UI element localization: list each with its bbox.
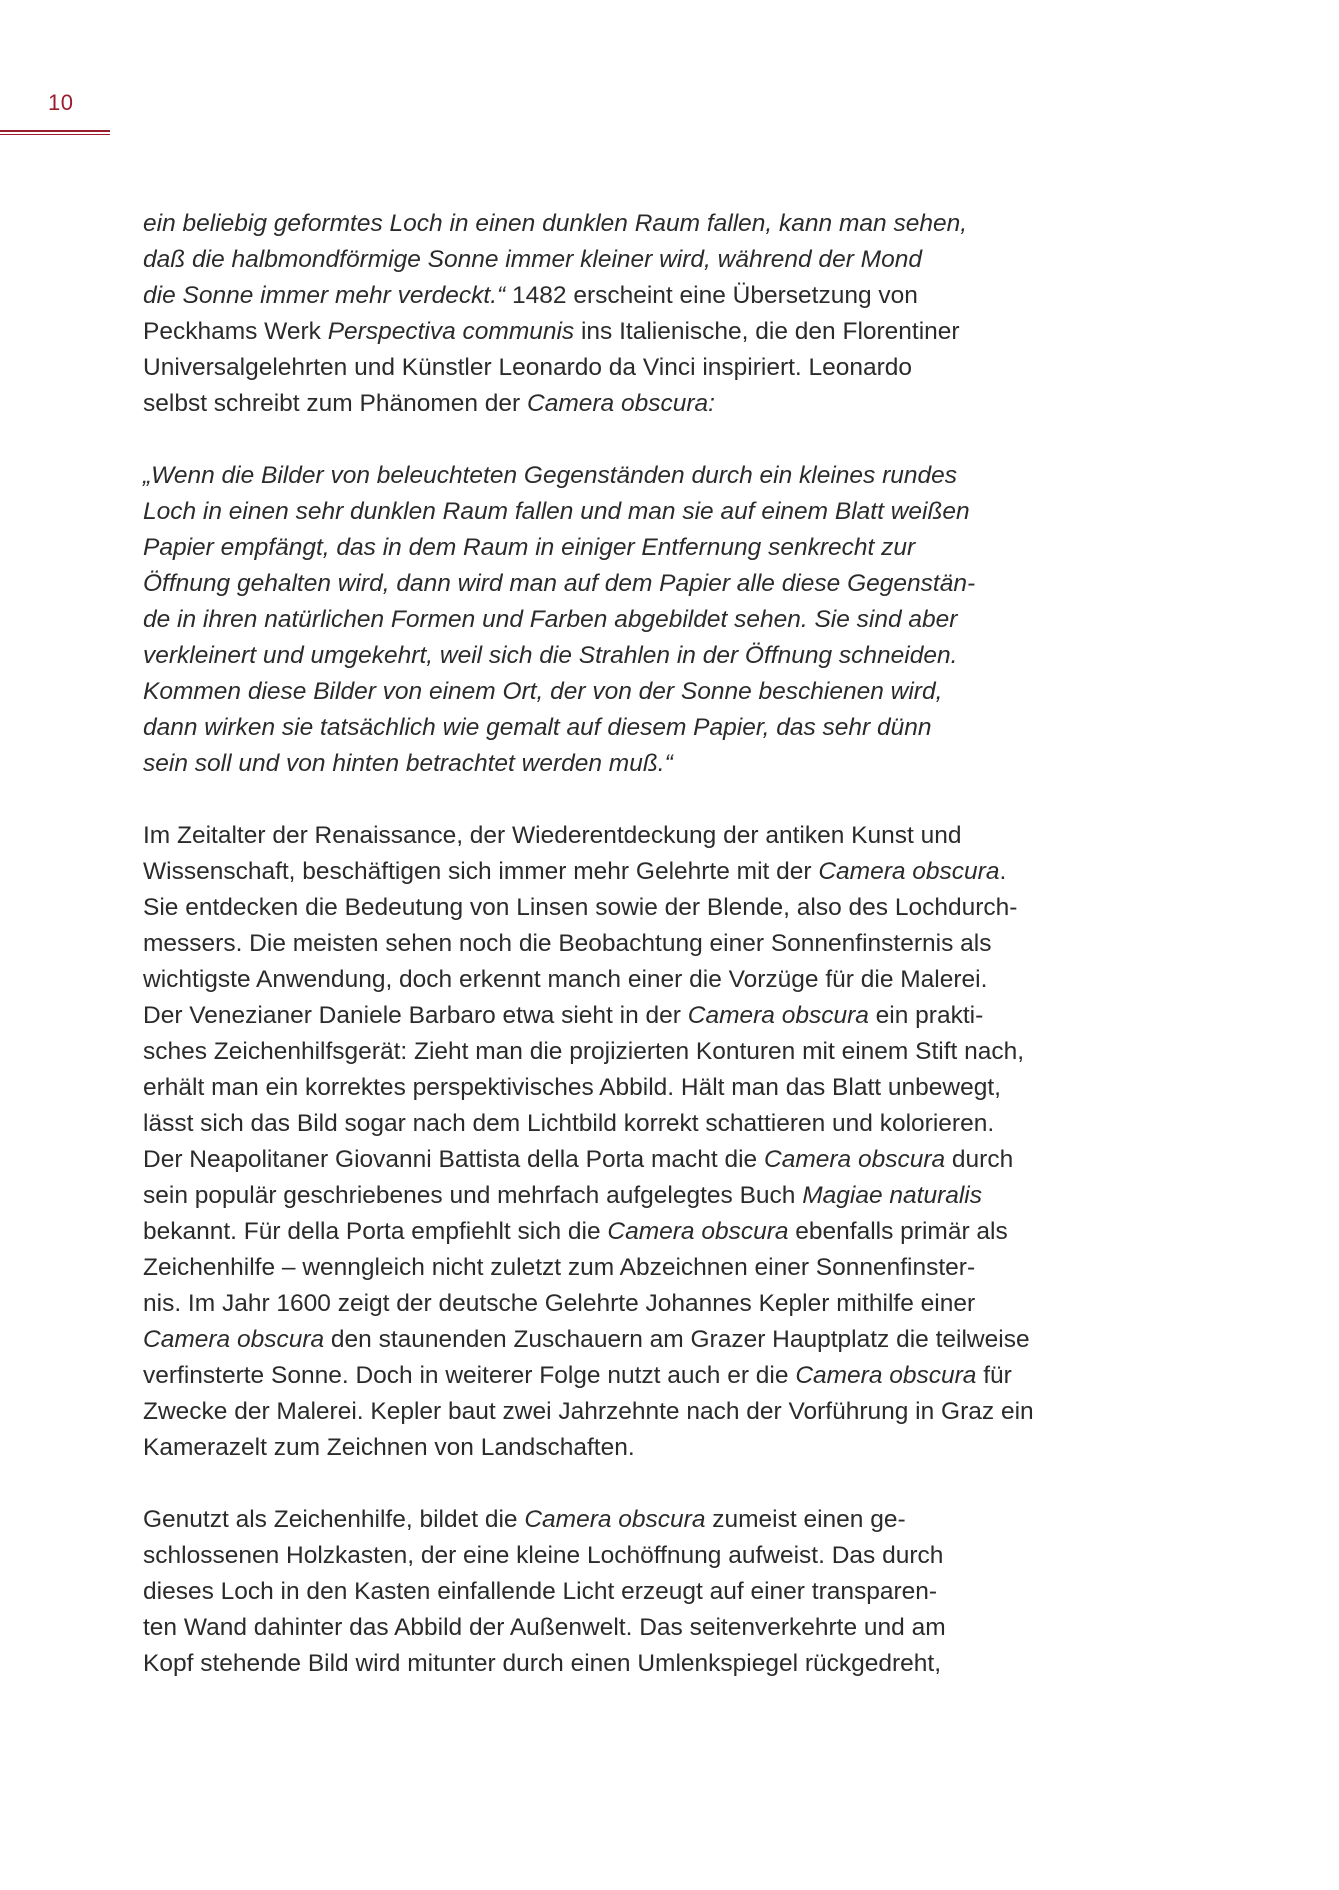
text-line bbox=[143, 314, 1043, 350]
text-line bbox=[143, 530, 1043, 566]
text-run: Universalgelehrten und Künstler Leonardo da Vinci inspiriert. Leonardo bbox=[143, 354, 913, 381]
text-run: bekannt. Für della Porta empfiehlt sich die bbox=[143, 1218, 608, 1245]
text-line bbox=[143, 1178, 1043, 1214]
text-run: Kamerazelt zum Zeichnen von Landschaften. bbox=[143, 1434, 635, 1461]
page-number: 10 bbox=[48, 90, 74, 115]
text-line bbox=[143, 1214, 1043, 1250]
text-line bbox=[143, 1142, 1043, 1178]
text-run: schlossenen Holzkasten, der eine kleine Lochöffnung aufweist. Das durch bbox=[143, 1542, 944, 1569]
text-line bbox=[143, 278, 1043, 314]
italic-text-run: Camera obscura bbox=[143, 1326, 325, 1353]
text-run: Der Neapolitaner Giovanni Battista della Porta macht die bbox=[143, 1146, 764, 1173]
text-run: Genutzt als Zeichenhilfe, bildet die bbox=[143, 1506, 525, 1533]
text-line bbox=[143, 818, 1043, 854]
italic-text-run: daß die halbmondförmige Sonne immer kleiner wird, während der Mond bbox=[143, 246, 922, 273]
text-run: sein populär geschriebenes und mehrfach aufgelegtes Buch bbox=[143, 1182, 803, 1209]
italic-text-run: Perspectiva communis bbox=[327, 318, 575, 345]
italic-text-run: „Wenn die Bilder von beleuchteten Gegenständen durch ein kleines rundes bbox=[143, 462, 958, 489]
text-line bbox=[143, 638, 1043, 674]
text-line bbox=[143, 1430, 1043, 1466]
text-line bbox=[143, 1394, 1043, 1430]
text-run: ebenfalls primär als bbox=[788, 1218, 1008, 1245]
text-run: verfinsterte Sonne. Doch in weiterer Folge nutzt auch er die bbox=[143, 1362, 796, 1389]
paragraph-zeichenhilfe bbox=[143, 1502, 1043, 1682]
text-run: 1482 erscheint eine Übersetzung von bbox=[505, 282, 918, 309]
italic-text-run: Camera obscura bbox=[687, 1002, 869, 1029]
text-run: nis. Im Jahr 1600 zeigt der deutsche Gelehrte Johannes Kepler mithilfe einer bbox=[143, 1290, 976, 1317]
text-line bbox=[143, 1646, 1043, 1682]
text-line bbox=[143, 1610, 1043, 1646]
text-line bbox=[143, 926, 1043, 962]
text-run: messers. Die meisten sehen noch die Beobachtung einer Sonnenfinsternis als bbox=[143, 930, 992, 957]
italic-text-run: Papier empfängt, das in dem Raum in einiger Entfernung senkrecht zur bbox=[143, 534, 916, 561]
italic-text-run: Camera obscura bbox=[795, 1362, 977, 1389]
italic-text-run: Öffnung gehalten wird, dann wird man auf dem Papier alle diese Gegenstän- bbox=[143, 570, 976, 597]
text-line bbox=[143, 494, 1043, 530]
italic-text-run: verkleinert und umgekehrt, weil sich die Strahlen in der Öffnung schneiden. bbox=[143, 642, 958, 669]
text-line bbox=[143, 206, 1043, 242]
text-line bbox=[143, 710, 1043, 746]
text-line bbox=[143, 1502, 1043, 1538]
text-line bbox=[143, 854, 1043, 890]
text-line bbox=[143, 386, 1043, 422]
text-run: den staunenden Zuschauern am Grazer Hauptplatz die teilweise bbox=[324, 1326, 1030, 1353]
text-run: sches Zeichenhilfsgerät: Zieht man die projizierten Konturen mit einem Stift nach, bbox=[143, 1038, 1025, 1065]
text-run: wichtigste Anwendung, doch erkennt manch einer die Vorzüge für die Malerei. bbox=[143, 966, 988, 993]
italic-text-run: de in ihren natürlichen Formen und Farben abgebildet sehen. Sie sind aber bbox=[143, 606, 958, 633]
italic-text-run: dann wirken sie tatsächlich wie gemalt auf diesem Papier, das sehr dünn bbox=[143, 714, 932, 741]
text-line bbox=[143, 1322, 1043, 1358]
text-line bbox=[143, 350, 1043, 386]
text-line bbox=[143, 1286, 1043, 1322]
text-line bbox=[143, 602, 1043, 638]
text-run: Im Zeitalter der Renaissance, der Wiederentdeckung der antiken Kunst und bbox=[143, 822, 962, 849]
text-run: ins Italienische, die den Florentiner bbox=[574, 318, 960, 345]
italic-text-run: Camera obscura bbox=[607, 1218, 789, 1245]
text-run: zumeist einen ge- bbox=[705, 1506, 906, 1533]
italic-text-run: Kommen diese Bilder von einem Ort, der von der Sonne beschienen wird, bbox=[143, 678, 943, 705]
text-run: Der Venezianer Daniele Barbaro etwa sieht in der bbox=[143, 1002, 688, 1029]
text-line bbox=[143, 890, 1043, 926]
italic-text-run: Camera obscura bbox=[818, 858, 1000, 885]
header-rule bbox=[0, 130, 110, 132]
text-run: . bbox=[999, 858, 1007, 885]
text-run: Peckhams Werk bbox=[143, 318, 328, 345]
text-line bbox=[143, 1070, 1043, 1106]
text-run: Wissenschaft, beschäftigen sich immer mehr Gelehrte mit der bbox=[143, 858, 819, 885]
text-line bbox=[143, 1538, 1043, 1574]
text-line bbox=[143, 566, 1043, 602]
text-run: durch bbox=[945, 1146, 1014, 1173]
text-line bbox=[143, 998, 1043, 1034]
text-line bbox=[143, 962, 1043, 998]
text-line bbox=[143, 1574, 1043, 1610]
body-text bbox=[143, 206, 1043, 1682]
text-run: ein prakti- bbox=[868, 1002, 984, 1029]
text-run: Sie entdecken die Bedeutung von Linsen sowie der Blende, also des Lochdurch- bbox=[143, 894, 1018, 921]
text-line bbox=[143, 674, 1043, 710]
italic-text-run: sein soll und von hinten betrachtet werden muß.“ bbox=[143, 750, 673, 777]
italic-text-run: die Sonne immer mehr verdeckt.“ bbox=[143, 282, 506, 309]
italic-text-run: Camera obscura bbox=[764, 1146, 946, 1173]
italic-text-run: Camera obscura bbox=[524, 1506, 706, 1533]
text-run: lässt sich das Bild sogar nach dem Lichtbild korrekt schattieren und kolorieren. bbox=[143, 1110, 995, 1137]
text-line bbox=[143, 1250, 1043, 1286]
italic-text-run: ein beliebig geformtes Loch in einen dunklen Raum fallen, kann man sehen, bbox=[143, 210, 968, 237]
paragraph-leonardo-quote bbox=[143, 458, 1043, 782]
text-run: ten Wand dahinter das Abbild der Außenwelt. Das seitenverkehrte und am bbox=[143, 1614, 946, 1641]
text-run: dieses Loch in den Kasten einfallende Licht erzeugt auf einer transparen- bbox=[143, 1578, 938, 1605]
text-run: Kopf stehende Bild wird mitunter durch einen Umlenkspiegel rückgedreht, bbox=[143, 1650, 942, 1677]
text-run: Zeichenhilfe – wenngleich nicht zuletzt zum Abzeichnen einer Sonnenfinster- bbox=[143, 1254, 976, 1281]
text-line bbox=[143, 458, 1043, 494]
text-line bbox=[143, 1358, 1043, 1394]
italic-text-run: Magiae naturalis bbox=[802, 1182, 982, 1209]
text-line bbox=[143, 242, 1043, 278]
text-run: für bbox=[976, 1362, 1012, 1389]
text-line bbox=[143, 1034, 1043, 1070]
italic-text-run: Camera obscura: bbox=[527, 390, 715, 417]
text-run: erhält man ein korrektes perspektivisches Abbild. Hält man das Blatt unbewegt, bbox=[143, 1074, 1001, 1101]
text-line bbox=[143, 1106, 1043, 1142]
text-line bbox=[143, 746, 1043, 782]
text-run: selbst schreibt zum Phänomen der bbox=[143, 390, 528, 417]
paragraph-renaissance bbox=[143, 818, 1043, 1466]
italic-text-run: Loch in einen sehr dunklen Raum fallen und man sie auf einem Blatt weißen bbox=[143, 498, 970, 525]
text-run: Zwecke der Malerei. Kepler baut zwei Jahrzehnte nach der Vorführung in Graz ein bbox=[143, 1398, 1034, 1425]
header-rule-thin bbox=[0, 134, 110, 135]
paragraph-intro bbox=[143, 206, 1043, 422]
